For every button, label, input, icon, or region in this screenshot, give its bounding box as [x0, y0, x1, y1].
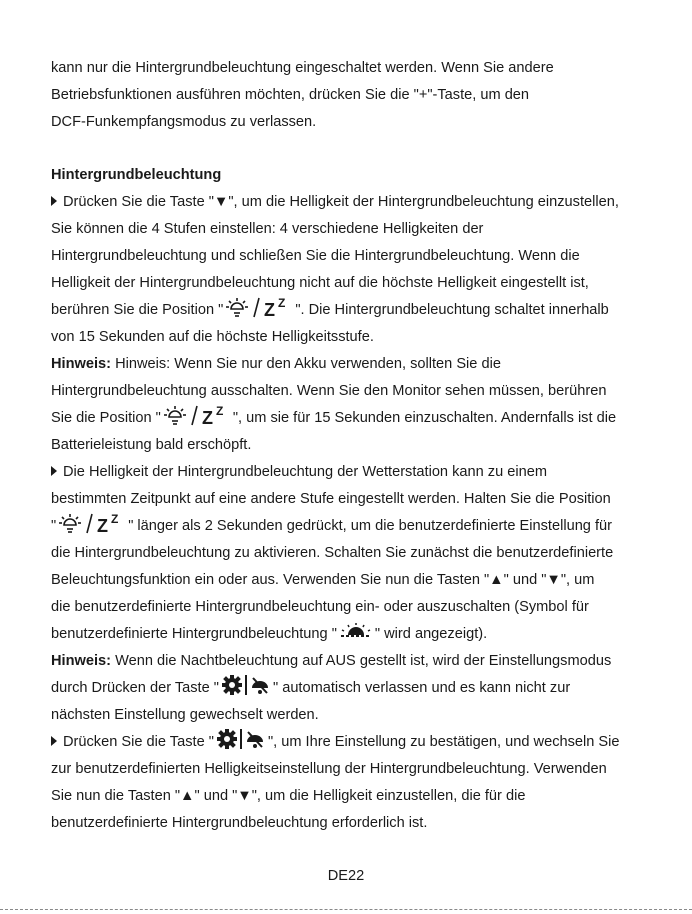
gear-alarm-icon [221, 674, 271, 696]
text: Drücken Sie die Taste "▼", um die Helligkeit der Hintergrundbeleuchtung einzustellen, [63, 194, 619, 210]
paragraph-line: die Hintergrundbeleuchtung zu aktivieren. Schalten Sie zunächst die benutzerdefinierte [51, 545, 614, 561]
page-number: DE22 [327, 868, 365, 884]
paragraph-line [51, 459, 651, 486]
note-line: nächsten Einstellung gewechselt werden. [51, 707, 319, 723]
paragraph-line [51, 513, 651, 540]
text: " wird angezeigt). [374, 626, 488, 642]
note-line: Batterieleistung bald erschöpft. [51, 437, 252, 453]
note-line [51, 648, 651, 675]
paragraph-line: von 15 Sekunden auf die höchste Helligkeitsstufe. [51, 329, 374, 345]
paragraph-line: Sie nun die Tasten "▲" und "▼", um die Helligkeit einzustellen, die für die [51, 788, 526, 804]
paragraph-line [51, 297, 651, 324]
paragraph-line: die benutzerdefinierte Hintergrundbeleuchtung ein- oder auszuschalten (Symbol für [51, 599, 589, 615]
gear-alarm-icon [216, 728, 266, 750]
intro-line: Betriebsfunktionen ausführen möchten, drücken Sie die "+"-Taste, um den [51, 87, 530, 103]
svg-text:Z: Z [111, 512, 119, 527]
svg-text:Z: Z [201, 408, 213, 427]
note-line [51, 675, 651, 702]
text: ", um Ihre Einstellung zu bestätigen, und wechseln Sie [267, 734, 620, 750]
text: Hinweis: Wenn Sie nur den Akku verwenden, sollten Sie die [111, 356, 501, 372]
note-label: Hinweis: [51, 653, 112, 669]
intro-line: DCF-Funkempfangsmodus zu verlassen. [51, 114, 317, 130]
paragraph-line: Hintergrundbeleuchtung und schließen Sie die Hintergrundbeleuchtung. Wenn die [51, 248, 580, 264]
sun-slash-zz-icon [163, 404, 231, 426]
paragraph-line [51, 621, 651, 648]
text: Die Helligkeit der Hintergrundbeleuchtung der Wetterstation kann zu einem [63, 464, 548, 480]
note-line [51, 405, 651, 432]
text: Drücken Sie die Taste " [63, 734, 214, 750]
paragraph-line: Helligkeit der Hintergrundbeleuchtung nicht auf die höchste Helligkeit eingestellt ist, [51, 275, 589, 291]
text: Sie die Position " [51, 410, 161, 426]
bullet-arrow-icon [51, 736, 57, 746]
section-heading: Hintergrundbeleuchtung [51, 167, 222, 183]
note-line [51, 351, 651, 378]
document-body [51, 55, 651, 837]
note-label: Hinweis: [51, 356, 112, 372]
svg-text:Z: Z [264, 300, 276, 319]
page-edge-divider [0, 909, 692, 910]
bullet-arrow-icon [51, 466, 57, 476]
text: ". Die Hintergrundbeleuchtung schaltet innerhalb [295, 302, 609, 318]
paragraph-line: Sie können die 4 Stufen einstellen: 4 verschiedene Helligkeiten der [51, 221, 484, 237]
text: " [51, 518, 57, 534]
note-line: Hintergrundbeleuchtung ausschalten. Wenn Sie den Monitor sehen müssen, berühren [51, 383, 607, 399]
paragraph-line [51, 729, 651, 756]
text: berühren Sie die Position " [51, 302, 224, 318]
paragraph-line: benutzerdefinierte Hintergrundbeleuchtung erforderlich ist. [51, 815, 428, 831]
text: Wenn die Nachtbeleuchtung auf AUS gestellt ist, wird der Einstellungsmodus [111, 653, 612, 669]
text: " automatisch verlassen und es kann nicht zur [272, 680, 571, 696]
text: ", um sie für 15 Sekunden einzuschalten. Andernfalls ist die [232, 410, 617, 426]
sunrise-icon [339, 623, 373, 639]
text: durch Drücken der Taste " [51, 680, 219, 696]
bullet-arrow-icon [51, 196, 57, 206]
paragraph-line: zur benutzerdefinierten Helligkeitseinstellung der Hintergrundbeleuchtung. Verwenden [51, 761, 607, 777]
text: benutzerdefinierte Hintergrundbeleuchtung " [51, 626, 337, 642]
svg-text:Z: Z [97, 516, 109, 535]
paragraph-line [51, 189, 651, 216]
sun-slash-zz-icon [225, 296, 293, 318]
intro-line: kann nur die Hintergrundbeleuchtung eingeschaltet werden. Wenn Sie andere [51, 60, 554, 76]
paragraph-line: Beleuchtungsfunktion ein oder aus. Verwenden Sie nun die Tasten "▲" und "▼", um [51, 572, 595, 588]
paragraph-line: bestimmten Zeitpunkt auf eine andere Stufe eingestellt werden. Halten Sie die Position [51, 491, 611, 507]
sun-slash-zz-icon [58, 512, 126, 534]
svg-text:Z: Z [215, 404, 224, 419]
text: " länger als 2 Sekunden gedrückt, um die benutzerdefinierte Einstellung für [128, 518, 613, 534]
svg-text:Z: Z [278, 296, 286, 311]
